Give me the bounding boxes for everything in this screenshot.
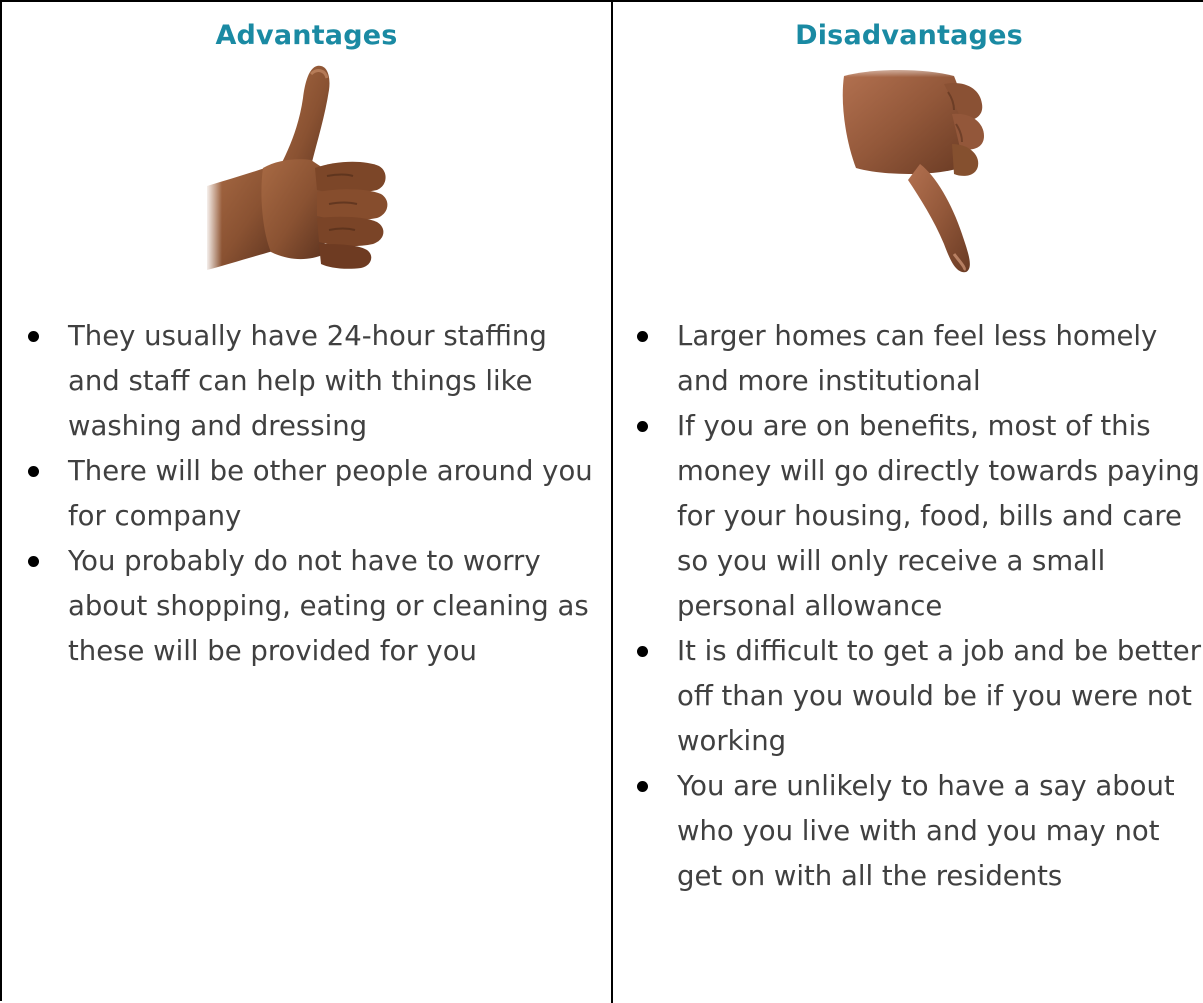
list-item: You are unlikely to have a say about who you live with and you may not get on with all the residents xyxy=(633,764,1203,899)
list-item: If you are on benefits, most of this money will go directly towards paying for your housing, food, bills and care so you will only receive a small personal allowance xyxy=(633,404,1203,629)
thumbs-down-image xyxy=(613,64,1203,274)
bullet-icon xyxy=(637,781,648,792)
thumbs-up-image xyxy=(2,64,611,274)
list-item: You probably do not have to worry about shopping, eating or cleaning as these will be provided for you xyxy=(24,539,594,674)
list-item: There will be other people around you for company xyxy=(24,449,594,539)
disadvantages-column xyxy=(613,2,1203,1003)
list-item: It is difficult to get a job and be better off than you would be if you were not working xyxy=(633,629,1203,764)
thumbs-down-icon xyxy=(824,64,994,274)
bullet-icon xyxy=(28,556,39,567)
disadvantages-list xyxy=(633,314,1203,899)
bullet-icon xyxy=(28,466,39,477)
bullet-icon xyxy=(637,421,648,432)
list-item: Larger homes can feel less homely and more institutional xyxy=(633,314,1203,404)
list-item: They usually have 24-hour staffing and staff can help with things like washing and dressing xyxy=(24,314,594,449)
advantages-list xyxy=(24,314,594,674)
advantages-column xyxy=(2,2,613,1003)
bullet-icon xyxy=(28,331,39,342)
disadvantages-heading: Disadvantages xyxy=(795,20,1023,51)
advantages-heading: Advantages xyxy=(215,20,398,51)
thumbs-up-icon xyxy=(207,64,407,274)
bullet-icon xyxy=(637,331,648,342)
bullet-icon xyxy=(637,646,648,657)
